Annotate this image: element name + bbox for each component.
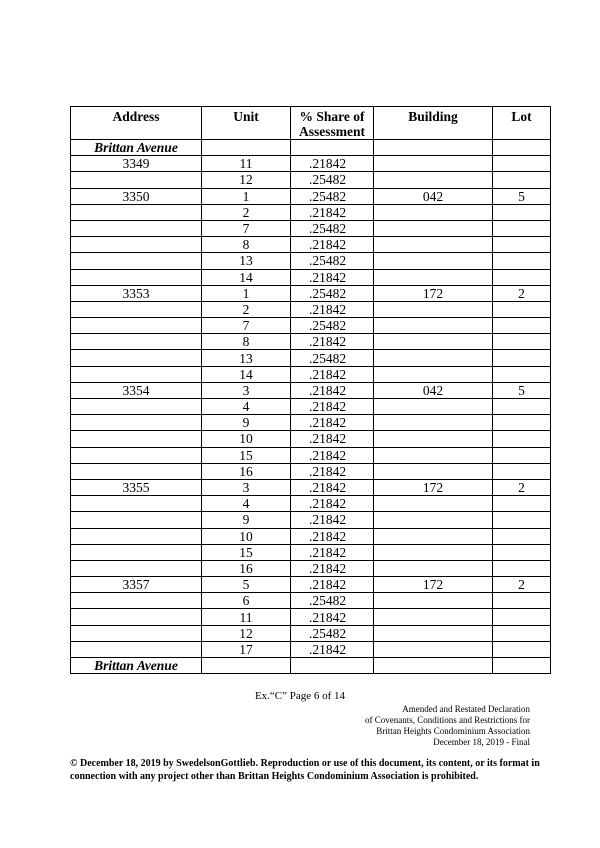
cell-lot xyxy=(493,399,551,415)
cell-address xyxy=(71,463,202,479)
cell-building xyxy=(374,512,493,528)
cell-unit: 13 xyxy=(202,253,291,269)
cell-unit: 2 xyxy=(202,301,291,317)
cell-address: 3350 xyxy=(71,188,202,204)
cell-address: 3353 xyxy=(71,285,202,301)
table-row xyxy=(71,399,551,415)
cell-share: .21842 xyxy=(291,512,374,528)
cell-share: .25482 xyxy=(291,593,374,609)
cell-unit: 8 xyxy=(202,237,291,253)
header-lot: Lot xyxy=(493,107,551,140)
cell-unit: 7 xyxy=(202,220,291,236)
cell-lot xyxy=(493,641,551,657)
cell-share: .21842 xyxy=(291,204,374,220)
cell-address xyxy=(71,334,202,350)
cell-unit: 4 xyxy=(202,496,291,512)
section-label-top: Brittan Avenue xyxy=(71,140,202,156)
cell-share: .21842 xyxy=(291,447,374,463)
cell-share: .21842 xyxy=(291,301,374,317)
cell-share: .25482 xyxy=(291,253,374,269)
table-row xyxy=(71,625,551,641)
cell-building xyxy=(374,269,493,285)
cell-building xyxy=(374,641,493,657)
cell-address xyxy=(71,496,202,512)
cell-lot xyxy=(493,350,551,366)
cell-share: .21842 xyxy=(291,156,374,172)
cell-share: .25482 xyxy=(291,625,374,641)
cell-unit: 17 xyxy=(202,641,291,657)
cell-building xyxy=(374,609,493,625)
cell-building xyxy=(374,415,493,431)
cell-address xyxy=(71,528,202,544)
cell-unit: 9 xyxy=(202,415,291,431)
table-row xyxy=(71,334,551,350)
cell-unit: 10 xyxy=(202,528,291,544)
cell-address xyxy=(71,237,202,253)
cell-share: .25482 xyxy=(291,188,374,204)
empty-cell xyxy=(202,658,291,674)
cell-unit: 11 xyxy=(202,156,291,172)
cell-building xyxy=(374,366,493,382)
cell-share: .21842 xyxy=(291,382,374,398)
cell-address xyxy=(71,318,202,334)
cell-address xyxy=(71,415,202,431)
cell-unit: 1 xyxy=(202,285,291,301)
cell-share: .21842 xyxy=(291,577,374,593)
cell-share: .25482 xyxy=(291,285,374,301)
cell-share: .21842 xyxy=(291,431,374,447)
cell-unit: 6 xyxy=(202,593,291,609)
cell-share: .21842 xyxy=(291,609,374,625)
header-unit: Unit xyxy=(202,107,291,140)
table-row xyxy=(71,609,551,625)
cell-building: 172 xyxy=(374,479,493,495)
cell-building xyxy=(374,253,493,269)
table-row xyxy=(71,463,551,479)
table-row xyxy=(71,285,551,301)
table-row xyxy=(71,156,551,172)
cell-unit: 15 xyxy=(202,447,291,463)
cell-address xyxy=(71,204,202,220)
cell-building xyxy=(374,204,493,220)
cell-lot xyxy=(493,334,551,350)
cell-unit: 9 xyxy=(202,512,291,528)
cell-lot xyxy=(493,204,551,220)
cell-address xyxy=(71,366,202,382)
empty-cell xyxy=(374,140,493,156)
table-row xyxy=(71,577,551,593)
cell-address: 3349 xyxy=(71,156,202,172)
cell-building xyxy=(374,237,493,253)
cell-address xyxy=(71,350,202,366)
cell-share: .21842 xyxy=(291,366,374,382)
cell-lot xyxy=(493,593,551,609)
table-row xyxy=(71,188,551,204)
cell-building xyxy=(374,172,493,188)
cell-share: .21842 xyxy=(291,528,374,544)
cell-share: .21842 xyxy=(291,269,374,285)
cell-unit: 2 xyxy=(202,204,291,220)
cell-address xyxy=(71,172,202,188)
cell-unit: 4 xyxy=(202,399,291,415)
cell-building xyxy=(374,334,493,350)
cell-lot xyxy=(493,560,551,576)
cell-building: 172 xyxy=(374,577,493,593)
copyright-notice: © December 18, 2019 by SwedelsonGottlieb. Reproduction or use of this document, its content, or its format in connection with any project other than Brittan Heights Condominium Association is prohibited. xyxy=(70,758,540,782)
table-row xyxy=(71,301,551,317)
cell-unit: 11 xyxy=(202,609,291,625)
cell-lot xyxy=(493,463,551,479)
empty-cell xyxy=(202,140,291,156)
section-row-bottom xyxy=(71,658,551,674)
table-row xyxy=(71,641,551,657)
table-row xyxy=(71,204,551,220)
cell-address xyxy=(71,220,202,236)
cell-address xyxy=(71,399,202,415)
cell-lot xyxy=(493,431,551,447)
cell-share: .21842 xyxy=(291,496,374,512)
cell-building xyxy=(374,560,493,576)
cell-address: 3357 xyxy=(71,577,202,593)
cell-unit: 7 xyxy=(202,318,291,334)
cell-unit: 14 xyxy=(202,269,291,285)
cell-address xyxy=(71,431,202,447)
header-share: % Share of Assessment xyxy=(291,107,374,140)
cell-lot: 5 xyxy=(493,188,551,204)
cell-address xyxy=(71,560,202,576)
cell-lot xyxy=(493,156,551,172)
table-row xyxy=(71,220,551,236)
cell-building xyxy=(374,431,493,447)
cell-share: .21842 xyxy=(291,334,374,350)
header-building: Building xyxy=(374,107,493,140)
table-row xyxy=(71,172,551,188)
cell-unit: 8 xyxy=(202,334,291,350)
table-row xyxy=(71,544,551,560)
cell-lot xyxy=(493,512,551,528)
empty-cell xyxy=(291,658,374,674)
cell-share: .25482 xyxy=(291,220,374,236)
cell-address: 3355 xyxy=(71,479,202,495)
cell-unit: 16 xyxy=(202,463,291,479)
cell-lot xyxy=(493,253,551,269)
cell-share: .21842 xyxy=(291,544,374,560)
cell-unit: 16 xyxy=(202,560,291,576)
cell-lot xyxy=(493,609,551,625)
cell-share: .21842 xyxy=(291,463,374,479)
empty-cell xyxy=(374,658,493,674)
cell-building: 172 xyxy=(374,285,493,301)
table-row xyxy=(71,593,551,609)
cell-lot xyxy=(493,237,551,253)
cell-lot xyxy=(493,544,551,560)
section-label-bottom: Brittan Avenue xyxy=(71,658,202,674)
document-note xyxy=(365,704,530,748)
cell-building xyxy=(374,156,493,172)
cell-lot xyxy=(493,220,551,236)
cell-building xyxy=(374,528,493,544)
cell-lot xyxy=(493,528,551,544)
section-row-top xyxy=(71,140,551,156)
cell-address xyxy=(71,253,202,269)
cell-lot xyxy=(493,496,551,512)
header-address: Address xyxy=(71,107,202,140)
cell-lot xyxy=(493,301,551,317)
page-number: Ex.“C” Page 6 of 14 xyxy=(254,690,346,702)
table-row xyxy=(71,366,551,382)
note-line: of Covenants, Conditions and Restrictions for xyxy=(365,715,530,725)
cell-share: .25482 xyxy=(291,318,374,334)
table-row xyxy=(71,447,551,463)
cell-building xyxy=(374,447,493,463)
cell-lot xyxy=(493,269,551,285)
cell-building xyxy=(374,625,493,641)
cell-address xyxy=(71,609,202,625)
table-row xyxy=(71,253,551,269)
cell-lot xyxy=(493,172,551,188)
cell-share: .21842 xyxy=(291,479,374,495)
cell-unit: 15 xyxy=(202,544,291,560)
cell-share: .21842 xyxy=(291,237,374,253)
cell-share: .21842 xyxy=(291,415,374,431)
table-row xyxy=(71,431,551,447)
cell-unit: 12 xyxy=(202,172,291,188)
table-row xyxy=(71,560,551,576)
cell-building: 042 xyxy=(374,188,493,204)
cell-address xyxy=(71,301,202,317)
table-row xyxy=(71,479,551,495)
cell-lot: 2 xyxy=(493,479,551,495)
cell-lot xyxy=(493,366,551,382)
cell-unit: 10 xyxy=(202,431,291,447)
cell-share: .21842 xyxy=(291,641,374,657)
cell-unit: 12 xyxy=(202,625,291,641)
cell-building xyxy=(374,220,493,236)
cell-address xyxy=(71,447,202,463)
cell-lot xyxy=(493,625,551,641)
cell-lot: 2 xyxy=(493,285,551,301)
cell-address xyxy=(71,544,202,560)
cell-unit: 1 xyxy=(202,188,291,204)
empty-cell xyxy=(493,658,551,674)
cell-lot: 2 xyxy=(493,577,551,593)
table-row xyxy=(71,350,551,366)
table-row xyxy=(71,415,551,431)
note-line: Brittan Heights Condominium Association xyxy=(376,726,530,736)
cell-lot: 5 xyxy=(493,382,551,398)
cell-building xyxy=(374,399,493,415)
header-row xyxy=(71,107,551,140)
cell-building xyxy=(374,301,493,317)
cell-building xyxy=(374,350,493,366)
cell-share: .25482 xyxy=(291,172,374,188)
cell-lot xyxy=(493,415,551,431)
cell-building xyxy=(374,496,493,512)
cell-lot xyxy=(493,447,551,463)
cell-unit: 13 xyxy=(202,350,291,366)
cell-lot xyxy=(493,318,551,334)
table-row xyxy=(71,382,551,398)
cell-share: .25482 xyxy=(291,350,374,366)
assessment-table xyxy=(70,106,551,674)
cell-building xyxy=(374,318,493,334)
table-row xyxy=(71,496,551,512)
cell-address xyxy=(71,269,202,285)
table-row xyxy=(71,318,551,334)
cell-address xyxy=(71,641,202,657)
empty-cell xyxy=(493,140,551,156)
cell-address xyxy=(71,625,202,641)
cell-unit: 5 xyxy=(202,577,291,593)
cell-address: 3354 xyxy=(71,382,202,398)
note-line: Amended and Restated Declaration xyxy=(402,704,530,714)
cell-share: .21842 xyxy=(291,399,374,415)
table-row xyxy=(71,269,551,285)
cell-address xyxy=(71,593,202,609)
cell-address xyxy=(71,512,202,528)
cell-building xyxy=(374,593,493,609)
note-line: December 18, 2019 - Final xyxy=(433,737,530,747)
empty-cell xyxy=(291,140,374,156)
cell-unit: 3 xyxy=(202,382,291,398)
table-row xyxy=(71,528,551,544)
cell-unit: 14 xyxy=(202,366,291,382)
cell-building xyxy=(374,463,493,479)
table-row xyxy=(71,512,551,528)
table-row xyxy=(71,237,551,253)
cell-share: .21842 xyxy=(291,560,374,576)
cell-building: 042 xyxy=(374,382,493,398)
cell-unit: 3 xyxy=(202,479,291,495)
cell-building xyxy=(374,544,493,560)
